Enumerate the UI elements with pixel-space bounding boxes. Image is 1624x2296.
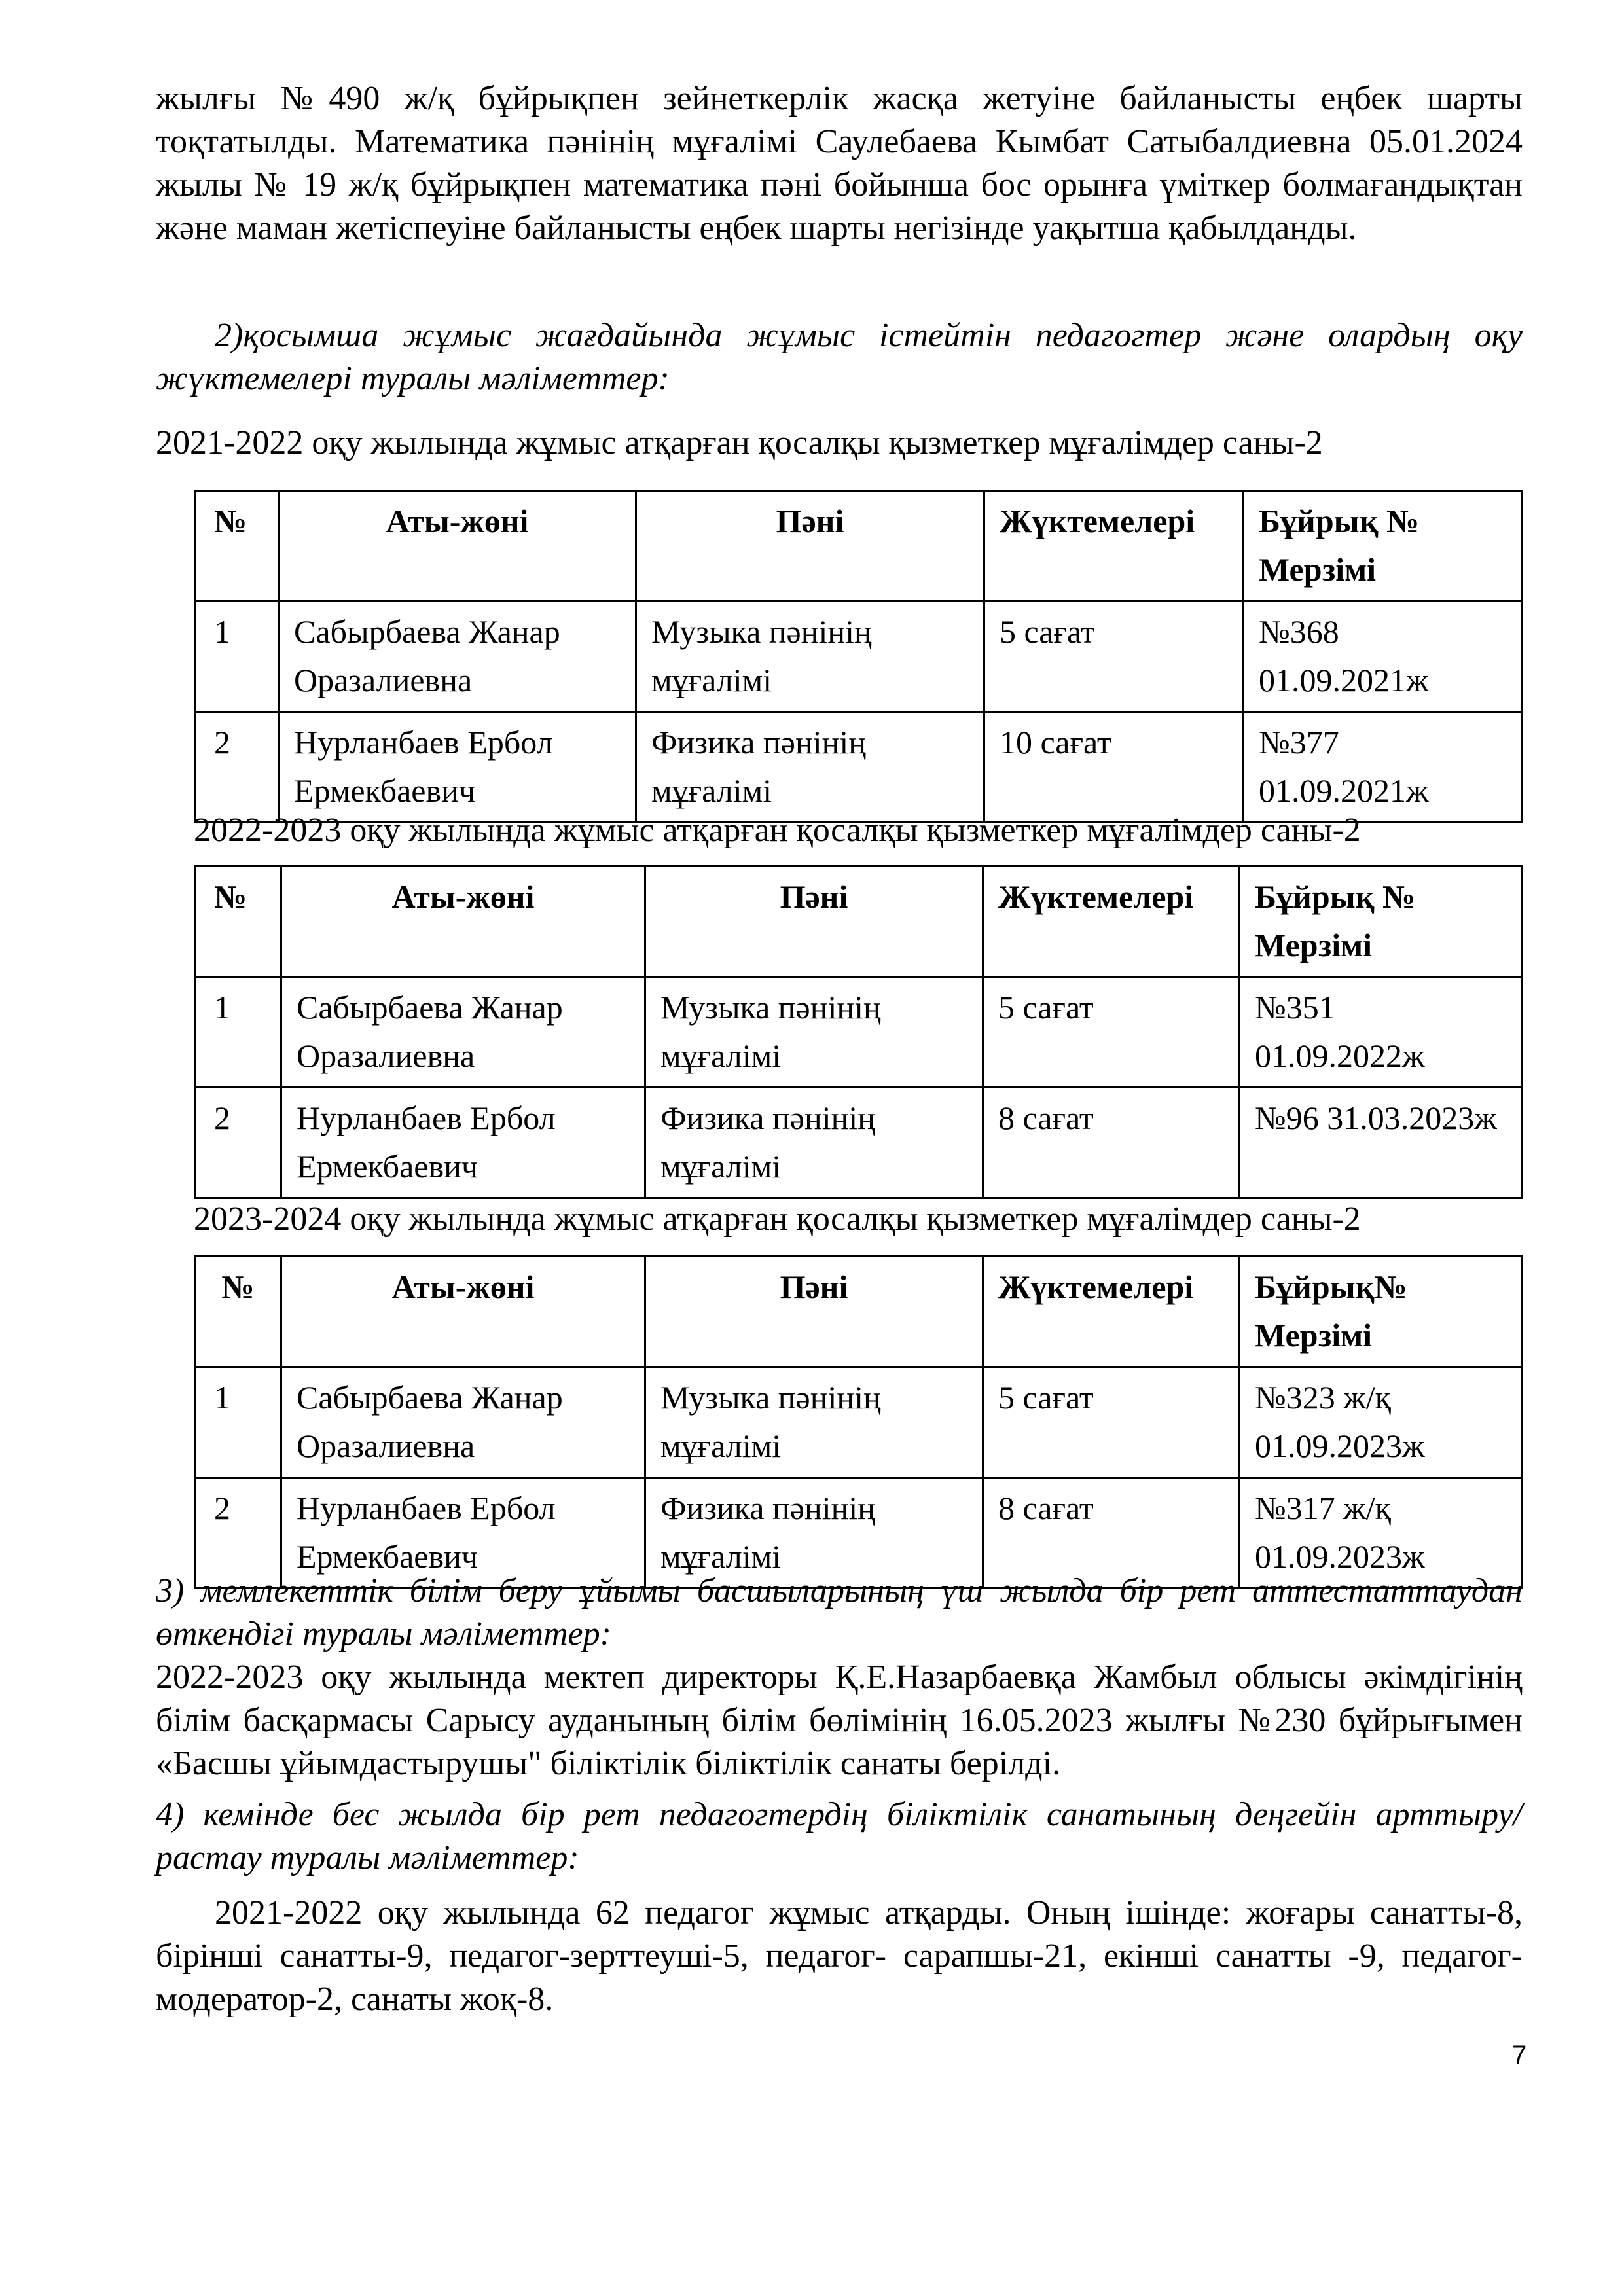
header-number: №	[195, 867, 281, 977]
cell-name: Нурланбаев Ербол Ермекбаевич	[279, 712, 636, 823]
intro-paragraph: жылғы №490 ж/қ бұйрықпен зейнеткерлік жасқа жетуіне байланысты еңбек шарты тоқтатылды. Математика пәнінің мұғалімі Саулебаева Кымбат Сатыбалдиевна 05.01.2024 жылы № 19 ж/қ бұйрықпен математика пәні бойынша бос орынға үміткер болмағандықтан және маман жетіспеуіне байланысты еңбек шарты негізінде уақытша қабылданды.	[156, 80, 1523, 247]
cell-workload: 10 сағат	[984, 712, 1244, 823]
section-2-heading: 2)қосымша жұмыс жағдайында жұмыс істейтін педагогтер және олардың оқу жүктемелері туралы мәліметтер:	[156, 317, 1523, 397]
header-order: Бұйрық№ Мерзімі	[1240, 1257, 1523, 1367]
cell-name: Сабырбаева Жанар Оразалиевна	[281, 977, 645, 1088]
table-3-caption: 2023-2024 оқу жылында жұмыс атқарған қосалқы қызметкер мұғалімдер саны-2	[194, 1200, 1361, 1238]
header-number: №	[195, 1257, 281, 1367]
cell-subject: Физика пәнінің мұғалімі	[645, 1088, 983, 1198]
header-workload: Жүктемелері	[983, 867, 1240, 977]
cell-workload: 8 сағат	[983, 1478, 1240, 1588]
section-4-heading: 4) кемінде бес жылда бір рет педагогтердің біліктілік санатының деңгейін арттыру/растау туралы мәліметтер:	[156, 1796, 1523, 1876]
cell-name: Сабырбаева Жанар Оразалиевна	[279, 601, 636, 712]
table-row	[195, 1367, 1523, 1478]
table-row	[195, 601, 1523, 712]
table-1-caption: 2021-2022 оқу жылында жұмыс атқарған қосалқы қызметкер мұғалімдер саны-2	[156, 424, 1323, 461]
cell-order: №317 ж/қ 01.09.2023ж	[1240, 1478, 1523, 1588]
cell-subject: Музыка пәнінің мұғалімі	[636, 601, 984, 712]
page-number: 7	[1512, 2041, 1527, 2070]
header-name: Аты-жөні	[281, 1257, 645, 1367]
table-header-row	[195, 491, 1523, 601]
table-1	[194, 490, 1523, 823]
table-row	[195, 977, 1523, 1088]
cell-number: 2	[195, 1478, 281, 1588]
cell-number: 2	[195, 712, 279, 823]
header-subject: Пәні	[636, 491, 984, 601]
section-3-text: 2022-2023 оқу жылында мектеп директоры Қ.Е.Назарбаевқа Жамбыл облысы әкімдігінің білім басқармасы Сарысу ауданының білім бөлімінің 16.05.2023 жылғы №230 бұйрығымен «Басшы ұйымдастырушы" біліктілік біліктілік санаты берілді.	[156, 1659, 1523, 1782]
cell-order: №323 ж/қ 01.09.2023ж	[1240, 1367, 1523, 1478]
table-header-row	[195, 1257, 1523, 1367]
cell-number: 1	[195, 977, 281, 1088]
cell-subject: Музыка пәнінің мұғалімі	[645, 977, 983, 1088]
table-2-caption: 2022-2023 оқу жылында жұмыс атқарған қосалқы қызметкер мұғалімдер саны-2	[194, 812, 1361, 849]
cell-order: №351 01.09.2022ж	[1240, 977, 1523, 1088]
table-3	[194, 1255, 1523, 1589]
cell-workload: 8 сағат	[983, 1088, 1240, 1198]
table-row	[195, 712, 1523, 823]
cell-number: 2	[195, 1088, 281, 1198]
cell-subject: Физика пәнінің мұғалімі	[645, 1478, 983, 1588]
cell-name: Сабырбаева Жанар Оразалиевна	[281, 1367, 645, 1478]
table-header-row	[195, 867, 1523, 977]
cell-number: 1	[195, 1367, 281, 1478]
cell-name: Нурланбаев Ербол Ермекбаевич	[281, 1478, 645, 1588]
cell-workload: 5 сағат	[983, 1367, 1240, 1478]
cell-subject: Физика пәнінің мұғалімі	[636, 712, 984, 823]
header-workload: Жүктемелері	[984, 491, 1244, 601]
cell-order: №377 01.09.2021ж	[1244, 712, 1523, 823]
header-number: №	[195, 491, 279, 601]
table-row	[195, 1088, 1523, 1198]
header-order: Бұйрық № Мерзімі	[1240, 867, 1523, 977]
header-subject: Пәні	[645, 867, 983, 977]
header-workload: Жүктемелері	[983, 1257, 1240, 1367]
header-name: Аты-жөні	[279, 491, 636, 601]
cell-workload: 5 сағат	[983, 977, 1240, 1088]
section-4-text: 2021-2022 оқу жылында 62 педагог жұмыс атқарды. Оның ішінде: жоғары санатты-8, бірінші санатты-9, педагог-зерттеуші-5, педагог- сарапшы-21, екінші санатты -9, педагог-модератор-2, санаты жоқ-8.	[156, 1894, 1523, 2018]
cell-order: №96 31.03.2023ж	[1240, 1088, 1523, 1198]
cell-name: Нурланбаев Ербол Ермекбаевич	[281, 1088, 645, 1198]
table-2	[194, 865, 1523, 1199]
cell-number: 1	[195, 601, 279, 712]
cell-order: №368 01.09.2021ж	[1244, 601, 1523, 712]
cell-workload: 5 сағат	[984, 601, 1244, 712]
cell-subject: Музыка пәнінің мұғалімі	[645, 1367, 983, 1478]
header-order: Бұйрық № Мерзімі	[1244, 491, 1523, 601]
section-3-heading: 3) мемлекеттік білім беру ұйымы басшыларының үш жылда бір рет аттестаттаудан өткендігі туралы мәліметтер:	[156, 1572, 1523, 1653]
header-name: Аты-жөні	[281, 867, 645, 977]
header-subject: Пәні	[645, 1257, 983, 1367]
